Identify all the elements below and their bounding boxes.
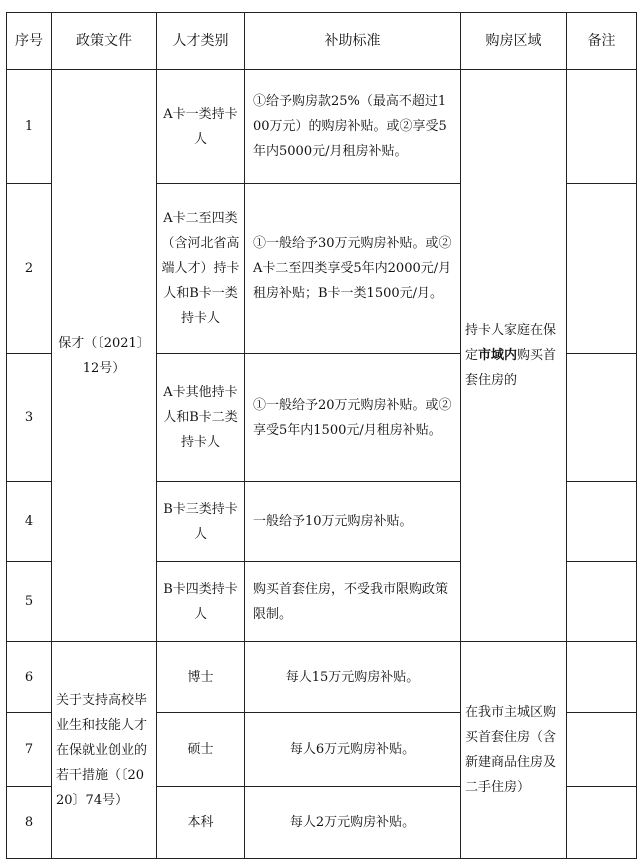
policy-table (6, 12, 637, 859)
row-seq: 1 (7, 70, 52, 184)
row-category: 博士 (157, 642, 245, 713)
header-row (7, 13, 637, 70)
row-note (567, 184, 637, 354)
area-text-tail: 购买首套住房的 (465, 348, 557, 388)
row-category: B卡四类持卡人 (157, 562, 245, 642)
row-category: A卡一类持卡人 (157, 70, 245, 184)
row-category: 硕士 (157, 713, 245, 787)
area-cell-card-holders (461, 70, 567, 642)
row-standard: 每人6万元购房补贴。 (245, 713, 461, 787)
row-standard: 购买首套住房，不受我市限购政策限制。 (245, 562, 461, 642)
row-seq: 6 (7, 642, 52, 713)
area-cell-main-city: 在我市主城区购买首套住房（含新建商品住房及二手住房） (461, 642, 567, 859)
row-note (567, 562, 637, 642)
row-note (567, 713, 637, 787)
area-text: 持卡人家庭在保定 (465, 323, 557, 363)
row-note (567, 70, 637, 184)
header-category: 人才类别 (157, 13, 245, 70)
header-area: 购房区域 (461, 13, 567, 70)
policy-cell-graduates: 关于支持高校毕业生和技能人才在保就业创业的若干措施（〔2020〕74号） (52, 642, 157, 859)
row-seq: 5 (7, 562, 52, 642)
header-standard: 补助标准 (245, 13, 461, 70)
row-category: 本科 (157, 787, 245, 859)
row-seq: 8 (7, 787, 52, 859)
row-note (567, 642, 637, 713)
row-seq: 3 (7, 354, 52, 482)
row-category: A卡其他持卡人和B卡二类持卡人 (157, 354, 245, 482)
row-seq: 2 (7, 184, 52, 354)
header-seq: 序号 (7, 13, 52, 70)
row-note (567, 354, 637, 482)
row-note (567, 482, 637, 562)
row-standard: ①一般给予20万元购房补贴。或②享受5年内1500元/月租房补贴。 (245, 354, 461, 482)
row-category: B卡三类持卡人 (157, 482, 245, 562)
table-row (7, 642, 637, 713)
row-note (567, 787, 637, 859)
table-row (7, 70, 637, 184)
row-standard: 一般给予10万元购房补贴。 (245, 482, 461, 562)
row-seq: 7 (7, 713, 52, 787)
header-note: 备注 (567, 13, 637, 70)
row-standard: ①一般给予30万元购房补贴。或②A卡二至四类享受5年内2000元/月租房补贴；B卡一类1500元/月。 (245, 184, 461, 354)
row-standard: ①给予购房款25%（最高不超过100万元）的购房补贴。或②享受5年内5000元/月租房补贴。 (245, 70, 461, 184)
policy-cell-baocai: 保才（〔2021〕12号） (52, 70, 157, 642)
row-standard: 每人2万元购房补贴。 (245, 787, 461, 859)
header-policy: 政策文件 (52, 13, 157, 70)
row-seq: 4 (7, 482, 52, 562)
row-category: A卡二至四类（含河北省高端人才）持卡人和B卡一类持卡人 (157, 184, 245, 354)
area-highlight: 市域内 (478, 348, 518, 363)
row-standard: 每人15万元购房补贴。 (245, 642, 461, 713)
